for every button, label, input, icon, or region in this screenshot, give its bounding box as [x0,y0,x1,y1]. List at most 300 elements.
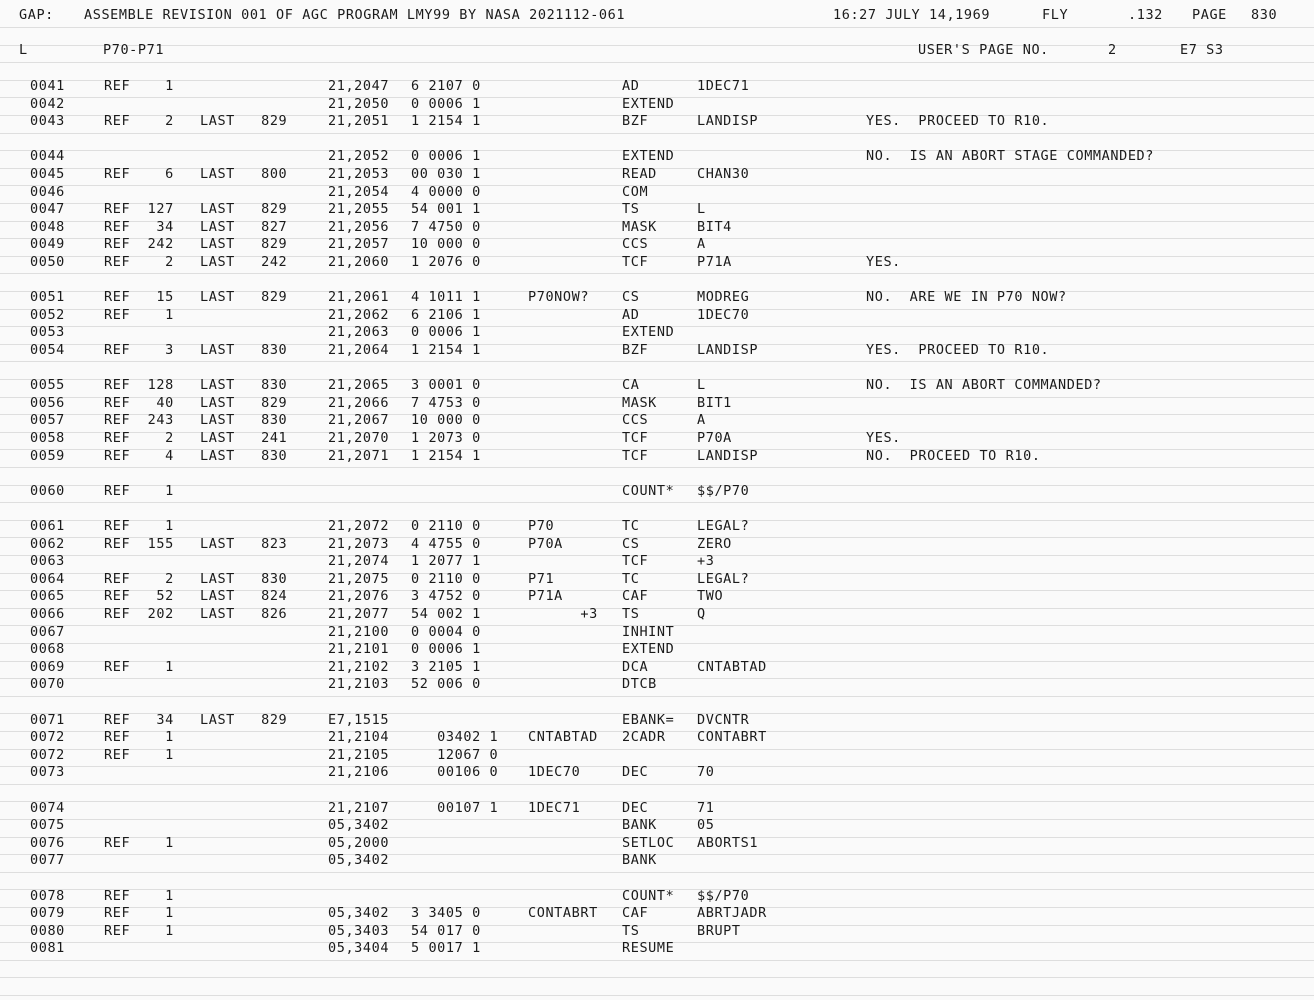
last-ref: LAST 242 [200,254,288,270]
object-code: 1 2154 1 [411,113,481,129]
opcode: BZF [622,113,649,129]
address: 05,2000 [328,835,390,851]
symbol-label: P70NOW? [528,289,590,305]
address: 21,2073 [328,536,390,552]
l-marker: L [19,42,28,58]
address: 21,2064 [328,342,390,358]
opcode: 2CADR [622,729,666,745]
operand: Q [697,606,706,622]
paper-rule [0,62,1314,63]
paper-rule [0,273,1314,274]
address: 21,2066 [328,395,390,411]
object-code: 12067 0 [411,747,499,763]
object-code: 1 2073 0 [411,430,481,446]
opcode: CCS [622,236,649,252]
line-number: 0058 [30,430,65,446]
paper-rule [0,784,1314,785]
listing-row [0,889,1314,906]
address: 21,2070 [328,430,390,446]
ref-count: REF 1 [104,923,174,939]
ref-count: REF 1 [104,659,174,675]
last-ref: LAST 829 [200,236,288,252]
comment: YES. PROCEED TO R10. [866,113,1050,129]
address: 05,3402 [328,852,390,868]
ref-count: REF 1 [104,307,174,323]
line-number: 0049 [30,236,65,252]
opcode: TCF [622,448,649,464]
listing-row [0,325,1314,342]
comment: YES. [866,254,901,270]
paper-rule [0,361,1314,362]
users-page-number: 2 [1108,42,1117,58]
object-code: 7 4753 0 [411,395,481,411]
last-ref: LAST 829 [200,289,288,305]
object-code: 1 2076 0 [411,254,481,270]
operand: L [697,377,706,393]
opcode: RESUME [622,940,675,956]
operand: 70 [697,764,715,780]
opcode: COUNT* [622,888,675,904]
last-ref: LAST 826 [200,606,288,622]
object-code: 3 0001 0 [411,377,481,393]
listing-row [0,607,1314,624]
line-number: 0048 [30,219,65,235]
operand: ABORTS1 [697,835,759,851]
ref-count: REF 2 [104,571,174,587]
operand: 1DEC71 [697,78,750,94]
object-code: 6 2107 0 [411,78,481,94]
paper-rule [0,995,1314,996]
operand: 71 [697,800,715,816]
opcode: CA [622,377,640,393]
operand: BRUPT [697,923,741,939]
ref-count: REF 3 [104,342,174,358]
address: 21,2052 [328,148,390,164]
operand: ZERO [697,536,732,552]
comment: NO. IS AN ABORT STAGE COMMANDED? [866,148,1155,164]
ref-count: REF 6 [104,166,174,182]
object-code: 4 0000 0 [411,184,481,200]
address: 21,2051 [328,113,390,129]
listing-row [0,396,1314,413]
operand: LANDISP [697,448,759,464]
object-code: 0 0006 1 [411,148,481,164]
opcode: EXTEND [622,641,675,657]
opcode: EXTEND [622,148,675,164]
address: 21,2077 [328,606,390,622]
listing-row [0,572,1314,589]
operand: TWO [697,588,724,604]
operand: LANDISP [697,342,759,358]
operand: 1DEC70 [697,307,750,323]
opcode: TCF [622,553,649,569]
paper-rule [0,960,1314,961]
object-code: 52 006 0 [411,676,481,692]
listing-row [0,537,1314,554]
address: 05,3402 [328,817,390,833]
line-number: 0070 [30,676,65,692]
listing-row [0,519,1314,536]
opcode: TCF [622,430,649,446]
line-number: 0080 [30,923,65,939]
line-number: 0044 [30,148,65,164]
listing-row [0,554,1314,571]
line-number: 0077 [30,852,65,868]
object-code: 3 4752 0 [411,588,481,604]
listing-row [0,149,1314,166]
symbol-label: P71 [528,571,555,587]
operand: LANDISP [697,113,759,129]
page-number: 830 [1251,7,1278,23]
address: 21,2060 [328,254,390,270]
opcode: CAF [622,588,649,604]
object-code: 03402 1 [411,729,499,745]
address: 21,2106 [328,764,390,780]
opcode: BANK [622,817,657,833]
listing-row [0,906,1314,923]
address: 21,2102 [328,659,390,675]
opcode: DEC [622,764,649,780]
listing-row [0,202,1314,219]
operand: ABRTJADR [697,905,767,921]
ref-count: REF 40 [104,395,174,411]
last-ref: LAST 830 [200,377,288,393]
operand: A [697,412,706,428]
last-ref: LAST 824 [200,588,288,604]
line-number: 0043 [30,113,65,129]
line-number: 0064 [30,571,65,587]
last-ref: LAST 830 [200,571,288,587]
object-code: 0 2110 0 [411,571,481,587]
last-ref: LAST 827 [200,219,288,235]
line-number: 0072 [30,729,65,745]
ref-count: REF 2 [104,113,174,129]
opcode: MASK [622,219,657,235]
symbol-label: 1DEC70 [528,764,581,780]
address: 21,2105 [328,747,390,763]
listing-row [0,642,1314,659]
object-code: 5 0017 1 [411,940,481,956]
listing-row [0,677,1314,694]
address: 05,3404 [328,940,390,956]
address: 21,2047 [328,78,390,94]
listing-row [0,818,1314,835]
comment: YES. PROCEED TO R10. [866,342,1050,358]
address: 21,2100 [328,624,390,640]
symbol-label: CONTABRT [528,905,598,921]
object-code: 1 2154 1 [411,342,481,358]
operand: L [697,201,706,217]
address: 21,2057 [328,236,390,252]
line-number: 0066 [30,606,65,622]
opcode: BANK [622,852,657,868]
opcode: TS [622,923,640,939]
symbol-label: CNTABTAD [528,729,598,745]
address: 05,3402 [328,905,390,921]
object-code: 54 001 1 [411,201,481,217]
opcode: CCS [622,412,649,428]
object-code: 00106 0 [411,764,499,780]
line-number: 0054 [30,342,65,358]
line-number: 0081 [30,940,65,956]
symbol-label: P70 [528,518,555,534]
comment: NO. PROCEED TO R10. [866,448,1041,464]
ref-count: REF 128 [104,377,174,393]
opcode: CS [622,289,640,305]
opcode: AD [622,78,640,94]
object-code: 1 2077 1 [411,553,481,569]
ref-count: REF 1 [104,483,174,499]
ref-count: REF 155 [104,536,174,552]
address: 21,2075 [328,571,390,587]
ref-count: REF 1 [104,835,174,851]
line-number: 0045 [30,166,65,182]
listing-row [0,484,1314,501]
listing-row [0,589,1314,606]
operand: P71A [697,254,732,270]
ref-count: REF 34 [104,219,174,235]
symbol-label: +3 [528,606,598,622]
mode-label: FLY [1042,7,1069,23]
address: 05,3403 [328,923,390,939]
line-number: 0052 [30,307,65,323]
paper-rule [0,502,1314,503]
object-code: 0 0006 1 [411,641,481,657]
object-code: 4 1011 1 [411,289,481,305]
operand: P70A [697,430,732,446]
listing-row [0,836,1314,853]
line-number: 0078 [30,888,65,904]
listing-row [0,730,1314,747]
ref-count: REF 1 [104,518,174,534]
address: 21,2101 [328,641,390,657]
ref-count: REF 1 [104,747,174,763]
line-number: 0073 [30,764,65,780]
page-label: PAGE [1192,7,1227,23]
last-ref: LAST 829 [200,113,288,129]
last-ref: LAST 829 [200,712,288,728]
listing-row [0,290,1314,307]
object-code: 1 2154 1 [411,448,481,464]
print-timestamp: 16:27 JULY 14,1969 [833,7,991,23]
comment: YES. [866,430,901,446]
listing-row [0,79,1314,96]
listing-row [0,941,1314,958]
address: 21,2071 [328,448,390,464]
line-number: 0050 [30,254,65,270]
listing-row [0,114,1314,131]
listing-row [0,431,1314,448]
operand: 05 [697,817,715,833]
last-ref: LAST 241 [200,430,288,446]
ref-count: REF 202 [104,606,174,622]
line-number: 0072 [30,747,65,763]
listing-row [0,625,1314,642]
paper-rule [0,27,1314,28]
ref-count: REF 242 [104,236,174,252]
last-ref: LAST 829 [200,395,288,411]
object-code: 00107 1 [411,800,499,816]
ref-count: REF 1 [104,888,174,904]
listing-row [0,237,1314,254]
line-number: 0062 [30,536,65,552]
listing-row [0,660,1314,677]
listing-row [0,378,1314,395]
paper-rule [0,872,1314,873]
opcode: DTCB [622,676,657,692]
line-number: 0046 [30,184,65,200]
opcode: EBANK= [622,712,675,728]
opcode: TC [622,571,640,587]
opcode: TC [622,518,640,534]
listing-row [0,449,1314,466]
address: 21,2055 [328,201,390,217]
line-number: 0060 [30,483,65,499]
object-code: 3 2105 1 [411,659,481,675]
address: 21,2053 [328,166,390,182]
listing-row [0,801,1314,818]
object-code: 10 000 0 [411,236,481,252]
object-code: 54 002 1 [411,606,481,622]
operand: A [697,236,706,252]
address: 21,2061 [328,289,390,305]
operand: CHAN30 [697,166,750,182]
listing-row [0,308,1314,325]
operand: LEGAL? [697,518,750,534]
line-number: 0079 [30,905,65,921]
listing-row [0,167,1314,184]
last-ref: LAST 830 [200,412,288,428]
object-code: 3 3405 0 [411,905,481,921]
operand: BIT1 [697,395,732,411]
paper-rule [0,696,1314,697]
address: 21,2072 [328,518,390,534]
operand: DVCNTR [697,712,750,728]
line-number: 0051 [30,289,65,305]
ref-count: REF 2 [104,254,174,270]
operand: CNTABTAD [697,659,767,675]
listing-row [0,185,1314,202]
opcode: MASK [622,395,657,411]
opcode: DCA [622,659,649,675]
object-code: 0 0004 0 [411,624,481,640]
address: 21,2076 [328,588,390,604]
object-code: 6 2106 1 [411,307,481,323]
line-number: 0041 [30,78,65,94]
opcode: TS [622,201,640,217]
ref-count: REF 15 [104,289,174,305]
page-title: ASSEMBLE REVISION 001 OF AGC PROGRAM LMY99 BY NASA 2021112-061 [84,7,626,23]
ref-count: REF 1 [104,78,174,94]
line-number: 0068 [30,641,65,657]
listing-row [0,413,1314,430]
ref-count: REF 52 [104,588,174,604]
listing-row [0,255,1314,272]
users-page-label: USER'S PAGE NO. [918,42,1049,58]
last-ref: LAST 800 [200,166,288,182]
gap-label: GAP: [19,7,54,23]
listing-row [0,748,1314,765]
operand: $$/P70 [697,483,750,499]
address: 21,2056 [328,219,390,235]
ref-count: REF 34 [104,712,174,728]
opcode: TCF [622,254,649,270]
opcode: TS [622,606,640,622]
symbol-label: P70A [528,536,563,552]
version-label: .132 [1128,7,1163,23]
address: E7,1515 [328,712,390,728]
ref-count: REF 1 [104,905,174,921]
line-number: 0069 [30,659,65,675]
line-number: 0074 [30,800,65,816]
opcode: AD [622,307,640,323]
object-code: 7 4750 0 [411,219,481,235]
operand: LEGAL? [697,571,750,587]
address: 21,2107 [328,800,390,816]
opcode: EXTEND [622,324,675,340]
listing-row [0,765,1314,782]
line-number: 0055 [30,377,65,393]
address: 21,2065 [328,377,390,393]
listing-row [0,343,1314,360]
ebank-sbank-label: E7 S3 [1180,42,1224,58]
opcode: SETLOC [622,835,675,851]
opcode: BZF [622,342,649,358]
last-ref: LAST 830 [200,448,288,464]
opcode: EXTEND [622,96,675,112]
object-code: 10 000 0 [411,412,481,428]
listing-row [0,97,1314,114]
line-number: 0065 [30,588,65,604]
operand: MODREG [697,289,750,305]
line-number: 0057 [30,412,65,428]
listing-row [0,853,1314,870]
last-ref: LAST 823 [200,536,288,552]
object-code: 54 017 0 [411,923,481,939]
listing-row [0,220,1314,237]
operand: BIT4 [697,219,732,235]
line-number: 0047 [30,201,65,217]
line-number: 0067 [30,624,65,640]
opcode: READ [622,166,657,182]
paper-rule [0,467,1314,468]
object-code: 0 0006 1 [411,96,481,112]
address: 21,2103 [328,676,390,692]
object-code: 00 030 1 [411,166,481,182]
address: 21,2074 [328,553,390,569]
paper-rule [0,133,1314,134]
ref-count: REF 1 [104,729,174,745]
comment: NO. IS AN ABORT COMMANDED? [866,377,1102,393]
ref-count: REF 4 [104,448,174,464]
opcode: CAF [622,905,649,921]
line-number: 0076 [30,835,65,851]
object-code: 0 2110 0 [411,518,481,534]
address: 21,2067 [328,412,390,428]
object-code: 0 0006 1 [411,324,481,340]
line-number: 0061 [30,518,65,534]
line-number: 0053 [30,324,65,340]
line-number: 0042 [30,96,65,112]
symbol-label: P71A [528,588,563,604]
last-ref: LAST 830 [200,342,288,358]
opcode: DEC [622,800,649,816]
opcode: INHINT [622,624,675,640]
log-section-name: P70-P71 [103,42,165,58]
object-code: 4 4755 0 [411,536,481,552]
operand: CONTABRT [697,729,767,745]
line-number: 0075 [30,817,65,833]
